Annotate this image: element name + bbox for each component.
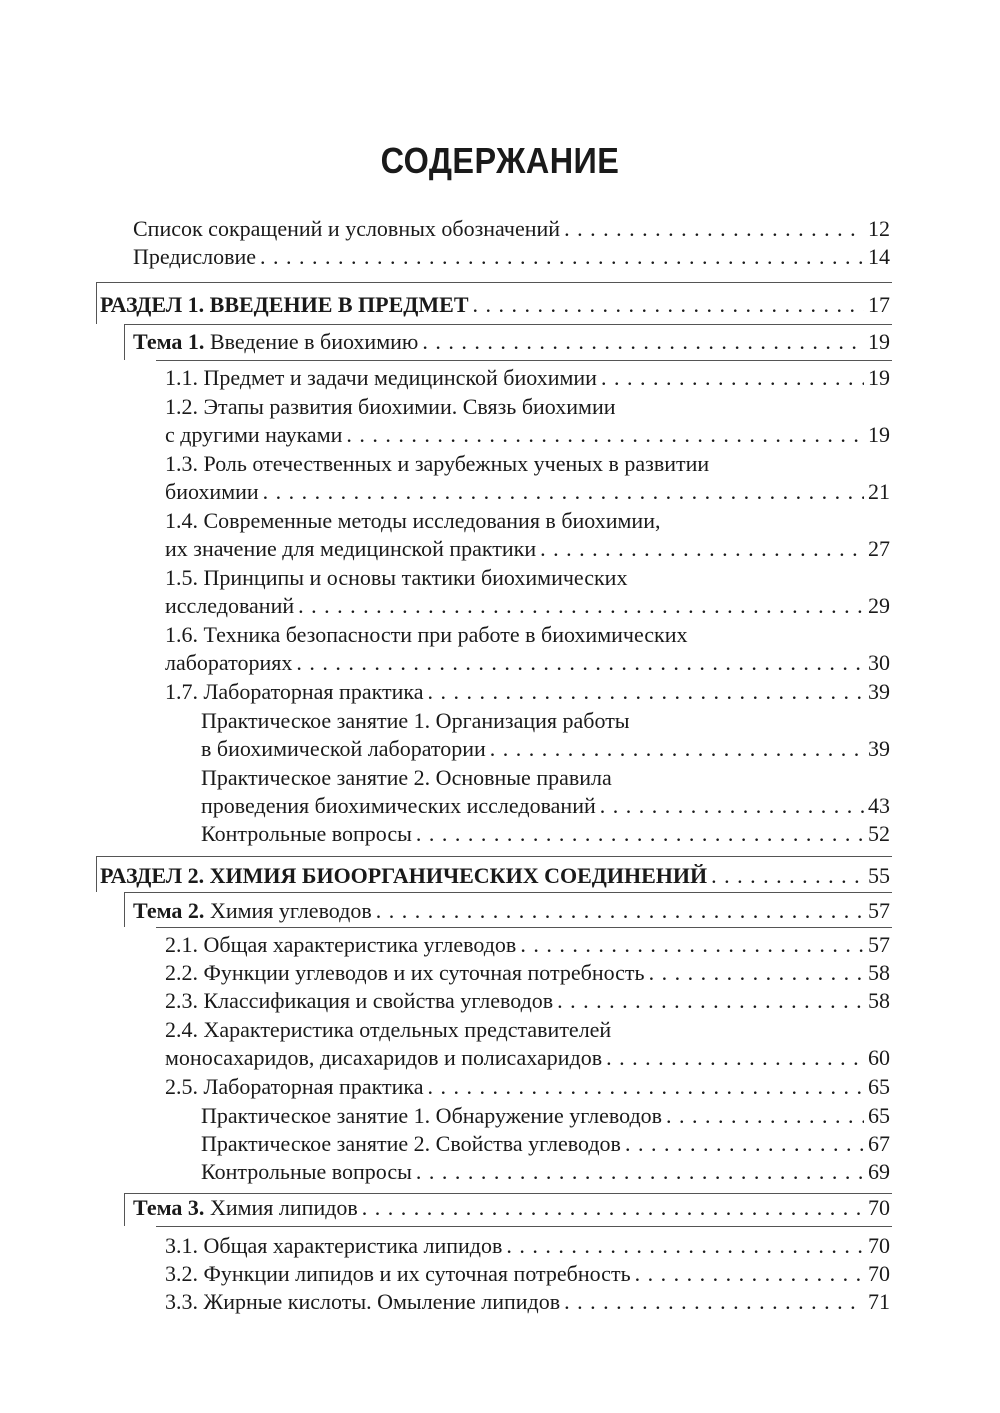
- toc-entry-text: Контрольные вопросы: [201, 1159, 412, 1184]
- toc-entry-text: исследований: [165, 593, 295, 618]
- toc-page-number: 70: [868, 1195, 890, 1220]
- toc-topic-3[interactable]: [133, 1194, 890, 1222]
- toc-entry-1-1[interactable]: [165, 364, 890, 392]
- toc-entry-text: их значение для медицинской практики: [165, 536, 537, 561]
- toc-page-number: 67: [868, 1131, 890, 1156]
- divider: [156, 927, 892, 928]
- toc-page-number: 70: [868, 1233, 890, 1258]
- divider: [96, 856, 97, 892]
- toc-entry-2-4[interactable]: [165, 1044, 890, 1072]
- divider: [96, 856, 892, 857]
- toc-page-number: 39: [868, 679, 890, 704]
- toc-entry-text: 3.2. Функции липидов и их суточная потребность: [165, 1261, 631, 1286]
- divider: [156, 1226, 892, 1227]
- toc-entry-text: биохимии: [165, 479, 259, 504]
- toc-entry-text: 3.1. Общая характеристика липидов: [165, 1233, 503, 1258]
- topic-label: Тема 3.: [133, 1195, 205, 1220]
- divider: [124, 1193, 125, 1226]
- toc-entry-1-5-line1: 1.5. Принципы и основы тактики биохимических: [165, 565, 628, 590]
- toc-entry-1-6-line1: 1.6. Техника безопасности при работе в биохимических: [165, 622, 688, 647]
- toc-page-number: 29: [868, 593, 890, 618]
- toc-topic-1[interactable]: [133, 328, 890, 356]
- toc-entry-2-2[interactable]: [165, 959, 890, 987]
- toc-entry-2-4-line1: 2.4. Характеристика отдельных представителей: [165, 1017, 612, 1042]
- toc-entry-text: 2.2. Функции углеводов и их суточная потребность: [165, 960, 645, 985]
- toc-page-number: 43: [868, 793, 890, 818]
- toc-page-number: 19: [868, 365, 890, 390]
- section-title: РАЗДЕЛ 1. ВВЕДЕНИЕ В ПРЕДМЕТ: [100, 292, 469, 317]
- toc-page-number: 19: [868, 329, 890, 354]
- toc-entry-text: 1.7. Лабораторная практика: [165, 679, 424, 704]
- toc-entry-2-3[interactable]: [165, 987, 890, 1015]
- toc-entry-1-3[interactable]: [165, 478, 890, 506]
- toc-control-questions-2[interactable]: [201, 1158, 890, 1186]
- toc-entry-1-3-line1: 1.3. Роль отечественных и зарубежных ученых в развитии: [165, 451, 710, 476]
- toc-practice-2-1[interactable]: [201, 1102, 890, 1130]
- toc-entry-text: моносахаридов, дисахаридов и полисахаридов: [165, 1045, 603, 1070]
- toc-section-2[interactable]: [100, 862, 890, 890]
- toc-entry-1-2-line1: 1.2. Этапы развития биохимии. Связь биохимии: [165, 394, 616, 419]
- toc-practice-1-2-line1: Практическое занятие 2. Основные правила: [201, 765, 612, 790]
- toc-entry-3-1[interactable]: [165, 1232, 890, 1260]
- divider: [124, 324, 125, 360]
- toc-entry-text: с другими науками: [165, 422, 343, 447]
- divider: [124, 892, 892, 893]
- toc-entry-2-1[interactable]: [165, 931, 890, 959]
- toc-entry-preface[interactable]: [133, 243, 890, 271]
- toc-entry-text: 2.1. Общая характеристика углеводов: [165, 932, 517, 957]
- toc-section-1[interactable]: [100, 291, 890, 319]
- toc-page-number: 17: [868, 292, 890, 317]
- toc-entry-abbreviations[interactable]: [133, 215, 890, 243]
- toc-practice-1-1[interactable]: [201, 735, 890, 763]
- toc-control-questions-1[interactable]: [201, 820, 890, 848]
- toc-page-number: 65: [868, 1074, 890, 1099]
- toc-page-number: 30: [868, 650, 890, 675]
- toc-entry-text: Контрольные вопросы: [201, 821, 412, 846]
- page-title: СОДЕРЖАНИЕ: [380, 140, 620, 181]
- toc-practice-1-1-line1: Практическое занятие 1. Организация работы: [201, 708, 630, 733]
- toc-entry-1-7[interactable]: [165, 678, 890, 706]
- toc-entry-text: 3.3. Жирные кислоты. Омыление липидов: [165, 1289, 561, 1314]
- divider: [156, 360, 892, 361]
- divider: [124, 892, 125, 927]
- toc-page-number: 27: [868, 536, 890, 561]
- toc-page-number: 69: [868, 1159, 890, 1184]
- divider: [124, 324, 892, 325]
- toc-page-number: 21: [868, 479, 890, 504]
- divider: [96, 282, 97, 324]
- toc-topic-2[interactable]: [133, 897, 890, 925]
- toc-practice-2-2[interactable]: [201, 1130, 890, 1158]
- toc-entry-text: Практическое занятие 1. Обнаружение углеводов: [201, 1103, 663, 1128]
- toc-entry-text: проведения биохимических исследований: [201, 793, 596, 818]
- toc-page-number: 60: [868, 1045, 890, 1070]
- toc-page-number: 57: [868, 932, 890, 957]
- toc-entry-text: Список сокращений и условных обозначений: [133, 216, 561, 241]
- toc-page-number: 57: [868, 898, 890, 923]
- topic-title: Химия липидов: [209, 1195, 358, 1220]
- toc-entry-1-5[interactable]: [165, 592, 890, 620]
- section-title: РАЗДЕЛ 2. ХИМИЯ БИООРГАНИЧЕСКИХ СОЕДИНЕНИЙ: [100, 863, 708, 888]
- toc-page-number: 14: [868, 244, 890, 269]
- toc-entry-text: 1.1. Предмет и задачи медицинской биохимии: [165, 365, 597, 390]
- toc-entry-1-6[interactable]: [165, 649, 890, 677]
- toc-entry-1-4-line1: 1.4. Современные методы исследования в биохимии,: [165, 508, 661, 533]
- toc-entry-text: Предисловие: [133, 244, 256, 269]
- divider: [96, 282, 892, 283]
- toc-entry-text: 2.3. Классификация и свойства углеводов: [165, 988, 554, 1013]
- toc-page-number: 58: [868, 988, 890, 1013]
- toc-page-number: 71: [868, 1289, 890, 1314]
- toc-entry-3-2[interactable]: [165, 1260, 890, 1288]
- toc-page-number: 39: [868, 736, 890, 761]
- toc-page-number: 52: [868, 821, 890, 846]
- toc-page-number: 70: [868, 1261, 890, 1286]
- toc-entry-text: лабораториях: [165, 650, 293, 675]
- topic-title: Химия углеводов: [209, 898, 372, 923]
- topic-title: Введение в биохимию: [209, 329, 419, 354]
- toc-page-number: 12: [868, 216, 890, 241]
- toc-entry-text: в биохимической лаборатории: [201, 736, 486, 761]
- toc-entry-1-2[interactable]: [165, 421, 890, 449]
- toc-entry-2-5[interactable]: [165, 1073, 890, 1101]
- toc-page-number: 65: [868, 1103, 890, 1128]
- toc-entry-1-4[interactable]: [165, 535, 890, 563]
- toc-entry-text: 2.5. Лабораторная практика: [165, 1074, 424, 1099]
- toc-page-number: 19: [868, 422, 890, 447]
- toc-practice-1-2[interactable]: [201, 792, 890, 820]
- topic-label: Тема 2.: [133, 898, 205, 923]
- toc-entry-text: Практическое занятие 2. Свойства углеводов: [201, 1131, 621, 1156]
- topic-label: Тема 1.: [133, 329, 205, 354]
- toc-page-number: 58: [868, 960, 890, 985]
- toc-page-number: 55: [868, 863, 890, 888]
- toc-entry-3-3[interactable]: [165, 1288, 890, 1316]
